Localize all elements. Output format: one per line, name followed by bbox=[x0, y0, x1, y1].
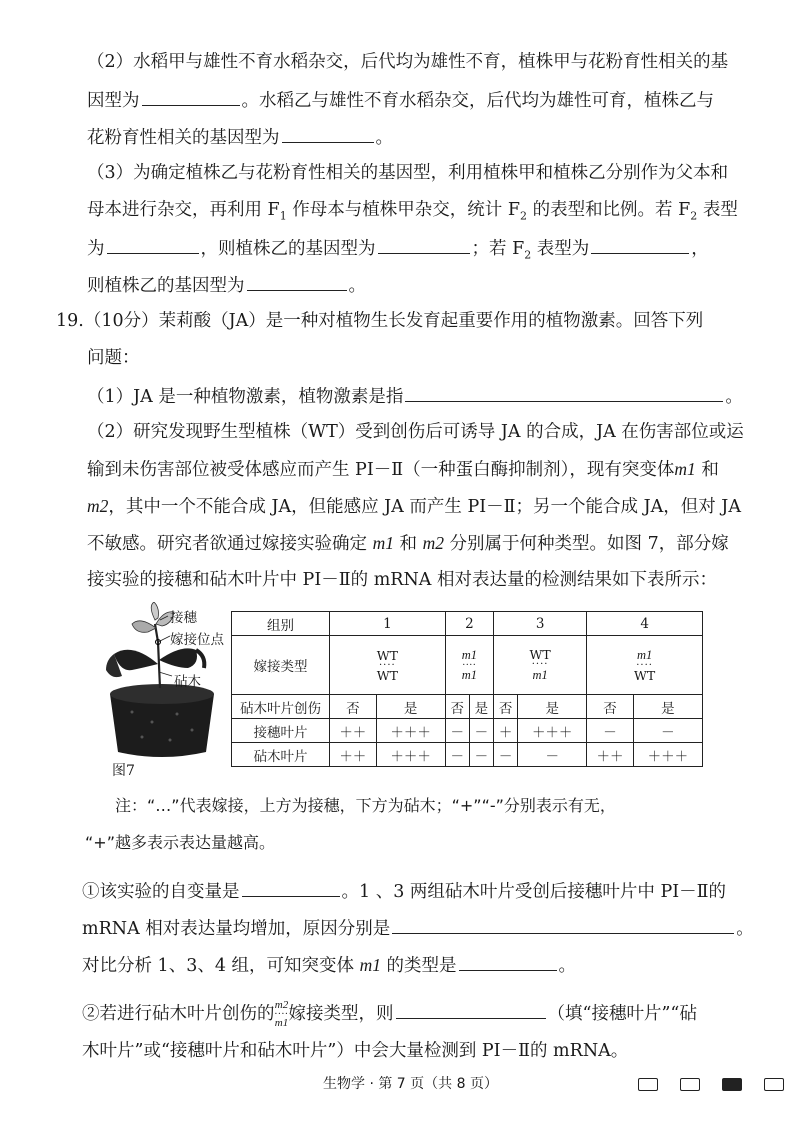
graft-dots: ···· bbox=[636, 660, 653, 671]
table-row bbox=[232, 612, 703, 636]
figure-caption: 图7 bbox=[112, 763, 135, 779]
sub2-line1 bbox=[82, 1000, 697, 1029]
text: （填“接穗叶片”“砧 bbox=[547, 1004, 697, 1024]
stock-label: m1 bbox=[532, 668, 548, 682]
answer-blank[interactable] bbox=[378, 235, 470, 254]
answer-blank[interactable] bbox=[282, 124, 374, 143]
text: ；若 F bbox=[471, 239, 525, 259]
text: ， bbox=[691, 239, 709, 259]
text: 。 bbox=[725, 387, 743, 407]
q18-p3-line2 bbox=[87, 198, 738, 229]
scion-label: m1 bbox=[636, 648, 653, 662]
q18-p2-line3 bbox=[87, 124, 393, 150]
scion-label: WT bbox=[376, 647, 398, 663]
math-italic: m1 bbox=[372, 533, 394, 553]
stock-cell: － bbox=[494, 743, 518, 767]
graft-type-cell bbox=[330, 636, 446, 695]
scion-cell: － bbox=[445, 719, 469, 743]
table-row bbox=[232, 743, 703, 767]
graft-fraction bbox=[530, 648, 551, 682]
group-cell: 2 bbox=[445, 612, 493, 636]
q19-p2-line1 bbox=[87, 420, 744, 444]
table-row bbox=[232, 695, 703, 719]
stock-cell: － bbox=[445, 743, 469, 767]
text: 对比分析 1、3、4 组，可知突变体 bbox=[82, 956, 360, 976]
q19-p2-line2 bbox=[87, 457, 719, 482]
stock-label: m1 bbox=[461, 667, 477, 682]
box-filled-icon bbox=[722, 1078, 742, 1091]
text: 。 bbox=[348, 276, 366, 296]
answer-blank[interactable] bbox=[107, 235, 199, 254]
scion-cell: － bbox=[469, 719, 493, 743]
q18-p2-line2 bbox=[87, 87, 714, 113]
wound-cell: 是 bbox=[518, 695, 587, 719]
text: ，则植株乙的基因型为 bbox=[200, 239, 376, 259]
q19-p2-line4 bbox=[87, 531, 729, 556]
math-italic: m1 bbox=[359, 955, 381, 975]
graft-type-cell bbox=[445, 636, 493, 695]
text: 的类型是 bbox=[380, 956, 457, 976]
math-italic: m1 bbox=[674, 459, 696, 479]
math-italic: m2 bbox=[87, 496, 109, 516]
stock-cell: － bbox=[518, 743, 587, 767]
text: 表型 bbox=[697, 200, 738, 220]
page-footer: 生物学 · 第 7 页（共 8 页） bbox=[323, 1076, 498, 1092]
wound-cell: 是 bbox=[633, 695, 702, 719]
sub1-line1 bbox=[82, 878, 726, 904]
table-row bbox=[232, 636, 703, 695]
answer-blank[interactable] bbox=[591, 235, 689, 254]
subscript: 2 bbox=[690, 209, 698, 223]
answer-blank[interactable] bbox=[242, 878, 340, 897]
header-stock-leaf: 砧木叶片 bbox=[232, 743, 330, 767]
q18-p3-line3 bbox=[87, 235, 709, 268]
group-cell: 3 bbox=[494, 612, 587, 636]
table-note-line1: 注：“…”代表嫁接，上方为接穗，下方为砧木；“+”“-”分别表示有无， bbox=[115, 796, 616, 815]
text: 接实验的接穗和砧木叶片中 PI－Ⅱ的 mRNA 相对表达量的检测结果如下表所示： bbox=[87, 570, 717, 590]
q18-p3-line1 bbox=[87, 161, 728, 185]
answer-blank[interactable] bbox=[459, 952, 557, 971]
text: （3）为确定植株乙与花粉育性相关的基因型，利用植株甲和植株乙分别作为父本和 bbox=[87, 163, 729, 183]
text: （2）水稻甲与雄性不育水稻杂交，后代均为雄性不育，植株甲与花粉育性相关的基 bbox=[87, 52, 729, 72]
wound-cell: 是 bbox=[376, 695, 445, 719]
text: ①该实验的自变量是 bbox=[82, 882, 240, 902]
box-icon bbox=[764, 1078, 784, 1091]
label-scion: 接穗 bbox=[170, 610, 197, 626]
scion-cell: － bbox=[587, 719, 634, 743]
sub2-line2 bbox=[82, 1039, 628, 1063]
text: 母本进行杂交，再利用 F bbox=[87, 200, 280, 220]
text: 19.（10分）茉莉酸（JA）是一种对植物生长发育起重要作用的植物激素。回答下列 bbox=[56, 311, 704, 331]
text: 花粉育性相关的基因型为 bbox=[87, 128, 280, 148]
text: （2）研究发现野生型植株（WT）受到创伤后可诱导 JA 的合成，JA 在伤害部位或运 bbox=[87, 422, 744, 442]
scion-label: m1 bbox=[461, 647, 477, 662]
wound-cell: 否 bbox=[330, 695, 377, 719]
subscript: 1 bbox=[279, 209, 287, 223]
answer-blank[interactable] bbox=[396, 1000, 546, 1019]
answer-blank[interactable] bbox=[405, 383, 723, 402]
scion-cell: － bbox=[633, 719, 702, 743]
text: 作母本与植株甲杂交，统计 F bbox=[286, 200, 520, 220]
text: 嫁接类型，则 bbox=[288, 1004, 394, 1024]
stock-cell: ＋＋＋ bbox=[633, 743, 702, 767]
stock-cell: ＋＋ bbox=[587, 743, 634, 767]
group-cell: 4 bbox=[587, 612, 703, 636]
text: mRNA 相对表达量均增加，原因分别是 bbox=[82, 919, 391, 939]
subscript: 2 bbox=[524, 248, 532, 262]
text: 。1 、3 两组砧木叶片受创后接穗叶片中 PI－Ⅱ的 bbox=[341, 882, 727, 902]
header-scion-leaf: 接穗叶片 bbox=[232, 719, 330, 743]
text: ，其中一个不能合成 JA，但能感应 JA 而产生 PI－Ⅱ；另一个能合成 JA，但对 JA bbox=[108, 497, 741, 517]
stock-label: WT bbox=[376, 667, 398, 683]
table-row bbox=[232, 719, 703, 743]
text: 。 bbox=[558, 956, 577, 976]
graft-dots: ···· bbox=[379, 659, 396, 671]
text: 和 bbox=[695, 460, 719, 480]
box-icon bbox=[638, 1078, 658, 1091]
graft-type-cell bbox=[587, 636, 703, 695]
wound-cell: 否 bbox=[494, 695, 518, 719]
label-graft-site: 嫁接位点 bbox=[170, 632, 224, 648]
sub1-line3 bbox=[82, 952, 576, 978]
wound-cell: 否 bbox=[445, 695, 469, 719]
q18-p2-line1 bbox=[87, 50, 728, 74]
graft-fraction bbox=[634, 648, 655, 682]
text: 。 bbox=[375, 128, 393, 148]
stock-label: m1 bbox=[274, 1017, 289, 1029]
graft-fraction bbox=[275, 1000, 289, 1029]
text: 木叶片”或“接穗叶片和砧木叶片”）中会大量检测到 PI－Ⅱ的 mRNA。 bbox=[82, 1041, 629, 1061]
stock-cell: － bbox=[469, 743, 493, 767]
wound-cell: 是 bbox=[469, 695, 493, 719]
text: 。水稻乙与雄性不育水稻杂交，后代均为雄性可育，植株乙与 bbox=[241, 91, 714, 111]
box-icon bbox=[680, 1078, 700, 1091]
subscript: 2 bbox=[520, 209, 527, 223]
graft-fraction bbox=[462, 649, 477, 682]
q19-heading-line1 bbox=[56, 309, 703, 333]
scion-label: m2 bbox=[274, 999, 289, 1011]
math-italic: m2 bbox=[422, 533, 444, 553]
q19-p2-line3 bbox=[87, 494, 741, 519]
scion-cell: ＋＋ bbox=[330, 719, 377, 743]
header-wound: 砧木叶片创伤 bbox=[232, 695, 330, 719]
text: 和 bbox=[393, 534, 423, 554]
wound-cell: 否 bbox=[587, 695, 634, 719]
text: 问题： bbox=[87, 348, 140, 368]
sub1-line2 bbox=[82, 915, 754, 941]
results-table bbox=[231, 611, 703, 767]
scion-cell: ＋＋＋ bbox=[376, 719, 445, 743]
table-note-line2: “+”越多表示表达量越高。 bbox=[85, 833, 275, 852]
label-rootstock: 砧木 bbox=[174, 674, 201, 690]
text: 表型为 bbox=[531, 239, 590, 259]
text: 输到未伤害部位被受体感应而产生 PI－Ⅱ（一种蛋白酶抑制剂），现有突变体 bbox=[87, 460, 675, 480]
text: 不敏感。研究者欲通过嫁接实验确定 bbox=[87, 534, 373, 554]
q19-heading-line2 bbox=[87, 346, 140, 370]
text: 分别属于何种类型。如图 7，部分嫁 bbox=[443, 534, 729, 554]
q18-p3-line4 bbox=[87, 272, 366, 298]
stock-cell: ＋＋ bbox=[330, 743, 377, 767]
graft-dots: ···· bbox=[531, 659, 549, 670]
text: （1）JA 是一种植物激素，植物激素是指 bbox=[87, 387, 404, 407]
answer-blank[interactable] bbox=[247, 272, 347, 291]
text: 。 bbox=[736, 919, 754, 939]
group-cell: 1 bbox=[330, 612, 446, 636]
stock-cell: ＋＋＋ bbox=[376, 743, 445, 767]
answer-blank[interactable] bbox=[392, 915, 734, 934]
q19-p2-line5 bbox=[87, 568, 717, 592]
text: 则植株乙的基因型为 bbox=[87, 276, 245, 296]
text: ②若进行砧木叶片创伤的 bbox=[82, 1004, 275, 1024]
header-graft-type: 嫁接类型 bbox=[232, 636, 330, 695]
page-indicator bbox=[638, 1078, 784, 1091]
text: 因型为 bbox=[87, 91, 140, 111]
header-group: 组别 bbox=[232, 612, 330, 636]
scion-label: WT bbox=[529, 647, 551, 662]
q19-p1-line bbox=[87, 383, 743, 409]
stock-label: WT bbox=[634, 668, 656, 683]
answer-blank[interactable] bbox=[142, 87, 240, 106]
scion-cell: ＋ bbox=[494, 719, 518, 743]
graft-dots: ···· bbox=[462, 659, 477, 671]
graft-dots: ···· bbox=[274, 1009, 289, 1020]
text: 的表型和比例。若 F bbox=[527, 200, 691, 220]
graft-fraction bbox=[377, 649, 398, 682]
graft-type-cell bbox=[494, 636, 587, 695]
scion-cell: ＋＋＋ bbox=[518, 719, 587, 743]
text: 为 bbox=[87, 239, 105, 259]
